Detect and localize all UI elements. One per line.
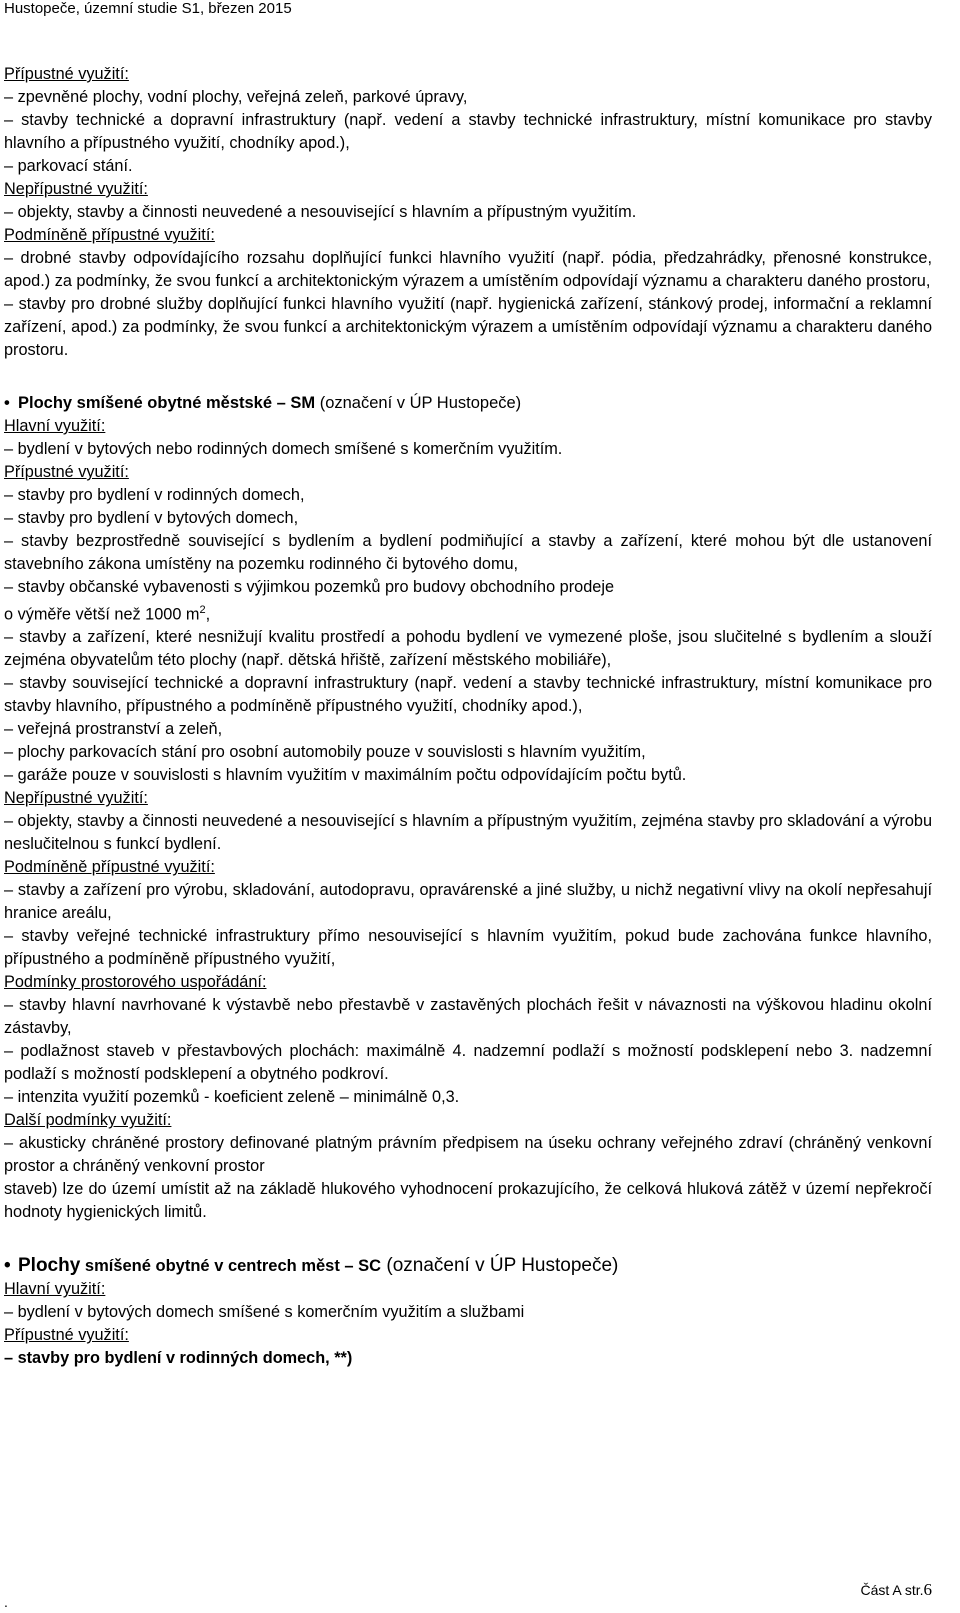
- list-item: – stavby a zařízení pro výrobu, skladování, autodopravu, opravárenské a jiné služby, u nichž negativní vlivy na okolí nepřesahují hranice areálu,: [4, 881, 932, 923]
- section-title-bold: Plochy smíšené obytné městské – SM: [18, 394, 316, 412]
- list-item: – stavby související technické a dopravní infrastruktury (např. vedení a stavby technické infrastruktury, místní komunikace pro stavby hlavního, přípustného a podmíněně přípustného využití, chodníky apod.),: [4, 674, 932, 716]
- page-footer: [860, 1580, 932, 1600]
- section-title-bold: smíšené obytné v centrech měst – SC: [80, 1257, 382, 1276]
- bullet-icon: •: [4, 394, 10, 412]
- list-item: – parkovací stání.: [4, 157, 133, 175]
- bottom-mark: .: [4, 1594, 8, 1610]
- document-body: [4, 63, 932, 1370]
- area-text: o výměře větší než 1000 m: [4, 605, 200, 624]
- list-item: – objekty, stavby a činnosti neuvedené a nesouvisející s hlavním a přípustným využitím.: [4, 203, 637, 221]
- list-item: – veřejná prostranství a zeleň,: [4, 720, 223, 739]
- other-conditions-label: Další podmínky využití:: [4, 1111, 172, 1130]
- list-item: – stavby pro bydlení v rodinných domech, **): [4, 1349, 353, 1368]
- page-number: 6: [923, 1580, 932, 1599]
- list-item: [4, 599, 932, 626]
- section-heading-sm: [4, 392, 932, 415]
- area-text-end: ,: [205, 605, 211, 624]
- main-use-label: Hlavní využití:: [4, 1280, 106, 1299]
- list-item: – objekty, stavby a činnosti neuvedené a nesouvisející s hlavním a přípustným využitím, zejména stavby pro skladování a výrobu neslučitelnou s funkcí bydlení.: [4, 812, 932, 854]
- list-item: – stavby a zařízení, které nesnižují kvalitu prostředí a pohodu bydlení ve vymezené ploše, jsou slučitelné s bydlením a slouží zejména obyvatelům této plochy (např. dětská hřiště, zařízení městského mobiliáře),: [4, 628, 932, 670]
- footer-part-label: Část A str.: [860, 1582, 924, 1598]
- allowed-use-label: Přípustné využití:: [4, 463, 129, 481]
- superscript: 2: [199, 604, 206, 616]
- spatial-conditions-label: Podmínky prostorového uspořádání:: [4, 973, 267, 992]
- section-heading-sc: [4, 1254, 932, 1278]
- allowed-use-label: Přípustné využití:: [4, 65, 129, 83]
- section-title-rest: (označení v ÚP Hustopeče): [315, 394, 522, 412]
- list-item: – akusticky chráněné prostory definované platným právním předpisem na úseku ochrany veřejného zdraví (chráněný venkovní prostor a chráněný venkovní prostor: [4, 1134, 932, 1176]
- list-item: – garáže pouze v souvislosti s hlavním využitím v maximálním počtu odpovídajícím počtu bytů.: [4, 766, 687, 785]
- main-use-label: Hlavní využití:: [4, 417, 106, 435]
- section-title-rest: (označení v ÚP Hustopeče): [381, 1255, 619, 1277]
- list-item: – zpevněné plochy, vodní plochy, veřejná zeleň, parkové úpravy,: [4, 88, 468, 106]
- list-item: – plochy parkovacích stání pro osobní automobily pouze v souvislosti s hlavním využitím,: [4, 743, 646, 762]
- list-item: – stavby hlavní navrhované k výstavbě nebo přestavbě v zastavěných plochách řešit v návaznosti na výškovou hladinu okolní zástavby,: [4, 996, 932, 1038]
- list-item: – stavby pro bydlení v rodinných domech,: [4, 486, 305, 504]
- list-item: – stavby technické a dopravní infrastruktury (např. vedení a stavby technické infrastruktury, místní komunikace pro stavby hlavního a přípustného využití, chodníky apod.),: [4, 111, 932, 152]
- allowed-use-label: Přípustné využití:: [4, 1326, 129, 1345]
- list-item: staveb) lze do území umístit až na základě hlukového vyhodnocení prokazujícího, že celková hluková zátěž v území nepřekročí hodnoty hygienických limitů.: [4, 1180, 932, 1222]
- forbidden-use-label: Nepřípustné využití:: [4, 789, 148, 808]
- list-item: – stavby pro bydlení v bytových domech,: [4, 509, 299, 527]
- list-item: – stavby občanské vybavenosti s výjimkou pozemků pro budovy obchodního prodeje: [4, 578, 614, 596]
- bullet-icon: •: [4, 1255, 11, 1277]
- conditional-use-label: Podmíněně přípustné využití:: [4, 226, 215, 244]
- conditional-use-label: Podmíněně přípustné využití:: [4, 858, 215, 877]
- section-title-first-word: Plochy: [18, 1255, 81, 1277]
- list-item: – stavby pro drobné služby doplňující funkci hlavního využití (např. hygienická zařízení, stánkový prodej, informační a reklamní zařízení, apod.) za podmínky, že svou funkcí a architektonickým výrazem a umístěním odpovídají významu a charakteru daného prostoru.: [4, 295, 932, 359]
- list-item: – podlažnost staveb v přestavbových plochách: maximálně 4. nadzemní podlaží s možností podsklepení nebo 3. nadzemní podlaží s možností podsklepení a obytného podkroví.: [4, 1042, 932, 1084]
- list-item: – stavby bezprostředně související s bydlením a bydlení podmiňující a stavby a zařízení, které mohou být dle ustanovení stavebního zákona umístěny na pozemku rodinného či bytového domu,: [4, 532, 932, 573]
- list-item: – bydlení v bytových domech smíšené s komerčním využitím a službami: [4, 1303, 525, 1322]
- list-item: – drobné stavby odpovídajícího rozsahu doplňující funkci hlavního využití (např. pódia, předzahrádky, přenosné konstrukce, apod.) za podmínky, že svou funkcí a architektonickým výrazem a umístěním odpovídají významu a charakteru daného prostoru,: [4, 249, 932, 290]
- page-header: Hustopeče, územní studie S1, březen 2015: [4, 0, 292, 17]
- list-item: – intenzita využití pozemků - koeficient zeleně – minimálně 0,3.: [4, 1088, 460, 1107]
- list-item: – stavby veřejné technické infrastruktury přímo nesouvisející s hlavním využitím, pokud bude zachována funkce hlavního, přípustného a podmíněně přípustného využití,: [4, 927, 932, 969]
- list-item: – bydlení v bytových nebo rodinných domech smíšené s komerčním využitím.: [4, 440, 563, 458]
- forbidden-use-label: Nepřípustné využití:: [4, 180, 148, 198]
